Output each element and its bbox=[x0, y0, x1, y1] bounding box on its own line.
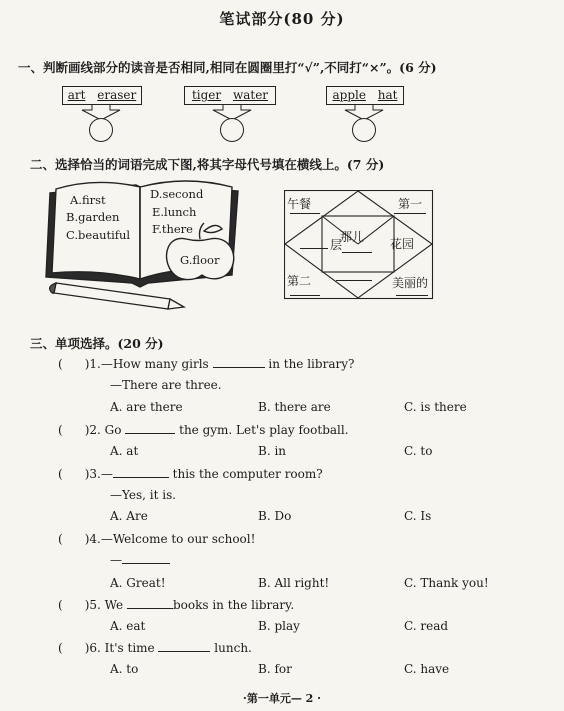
q3-option-b[interactable]: B. Do bbox=[258, 509, 292, 523]
book-word-f: F.there bbox=[152, 222, 193, 236]
grid-blank-5[interactable] bbox=[290, 295, 320, 296]
q5-text-post: books in the library. bbox=[172, 598, 295, 612]
grid-blank-3[interactable] bbox=[300, 248, 328, 249]
question-4 bbox=[58, 532, 255, 546]
grid-mid-left: 层 bbox=[330, 238, 343, 252]
grid-top-left: 午餐 bbox=[287, 197, 312, 211]
q1-option-b[interactable]: B. there are bbox=[258, 400, 331, 414]
grid-blank-4[interactable] bbox=[342, 252, 372, 253]
word-pair-1 bbox=[62, 86, 142, 105]
q4-number: )4. bbox=[84, 532, 101, 546]
q3-line2: —Yes, it is. bbox=[110, 488, 177, 502]
question-3 bbox=[58, 467, 323, 481]
page-footer: ·第一单元— 2 · bbox=[243, 692, 321, 705]
q4-line2 bbox=[110, 553, 170, 567]
q2-option-b[interactable]: B. in bbox=[258, 444, 287, 458]
q6-option-a[interactable]: A. to bbox=[110, 662, 139, 676]
question-2 bbox=[58, 423, 349, 437]
word-2b: water bbox=[232, 88, 269, 102]
word-3a: apple bbox=[332, 88, 366, 102]
q1-blank[interactable] bbox=[213, 357, 265, 368]
q5-blank[interactable] bbox=[127, 598, 173, 609]
section2-heading: 二、选择恰当的词语完成下图,将其字母代号填在横线上。(7 分) bbox=[30, 157, 385, 172]
q4-blank[interactable] bbox=[122, 553, 170, 564]
q6-paren: ( bbox=[58, 641, 63, 655]
q1-text-pre: —How many girls bbox=[100, 357, 209, 371]
book-word-d: D.second bbox=[150, 187, 204, 201]
grid-top-right: 第一 bbox=[398, 197, 423, 211]
word-pair-3 bbox=[326, 86, 404, 105]
q2-option-c[interactable]: C. to bbox=[404, 444, 433, 458]
q1-number: )1. bbox=[84, 357, 101, 371]
q4-option-b[interactable]: B. All right! bbox=[258, 576, 330, 590]
grid-center: 那儿 bbox=[340, 230, 365, 244]
answer-circle-2[interactable] bbox=[220, 118, 244, 142]
word-2a: tiger bbox=[191, 88, 222, 102]
answer-circle-3[interactable] bbox=[352, 118, 376, 142]
word-1a: art bbox=[67, 88, 86, 102]
word-1b: eraser bbox=[97, 88, 137, 102]
grid-bottom-right: 美丽的 bbox=[392, 276, 429, 290]
answer-circle-1[interactable] bbox=[89, 118, 113, 142]
section1-arrows bbox=[0, 0, 564, 150]
q1-paren: ( bbox=[58, 357, 63, 371]
section1-heading: 一、判断画线部分的读音是否相同,相同在圆圈里打“√”,不同打“×”。(6 分) bbox=[18, 60, 437, 75]
question-6 bbox=[58, 641, 252, 655]
q3-paren: ( bbox=[58, 467, 63, 481]
q1-option-a[interactable]: A. are there bbox=[110, 400, 183, 414]
q6-text-pre: It's time bbox=[104, 641, 155, 655]
q3-option-a[interactable]: A. Are bbox=[110, 509, 148, 523]
grid-blank-6[interactable] bbox=[396, 295, 428, 296]
book-word-c: C.beautiful bbox=[66, 228, 131, 242]
grid-blank-7[interactable] bbox=[336, 280, 372, 281]
q2-text-post: the gym. Let's play football. bbox=[179, 423, 349, 437]
q3-text-pre: — bbox=[100, 467, 113, 481]
q2-paren: ( bbox=[58, 423, 63, 437]
grid-mid-right: 花园 bbox=[390, 237, 415, 251]
q2-text-pre: Go bbox=[104, 423, 122, 437]
q6-option-b[interactable]: B. for bbox=[258, 662, 292, 676]
q3-number: )3. bbox=[84, 467, 101, 481]
q6-text-post: lunch. bbox=[214, 641, 252, 655]
q6-option-c[interactable]: C. have bbox=[404, 662, 450, 676]
q4-option-c[interactable]: C. Thank you! bbox=[404, 576, 489, 590]
q5-text-pre: We bbox=[104, 598, 124, 612]
book-word-b: B.garden bbox=[66, 210, 120, 224]
q1-option-c[interactable]: C. is there bbox=[404, 400, 467, 414]
q5-number: )5. bbox=[84, 598, 101, 612]
q5-option-a[interactable]: A. eat bbox=[110, 619, 146, 633]
q2-number: )2. bbox=[84, 423, 101, 437]
q5-option-b[interactable]: B. play bbox=[258, 619, 300, 633]
page-title: 笔试部分(80 分) bbox=[219, 10, 345, 28]
q4-text-pre: —Welcome to our school! bbox=[100, 532, 256, 546]
q6-blank[interactable] bbox=[158, 641, 210, 652]
q2-blank[interactable] bbox=[125, 423, 175, 434]
section3-heading: 三、单项选择。(20 分) bbox=[30, 336, 164, 351]
q1-text-post: in the library? bbox=[268, 357, 355, 371]
q3-option-c[interactable]: C. Is bbox=[404, 509, 432, 523]
q4-paren: ( bbox=[58, 532, 63, 546]
grid-bottom-left: 第二 bbox=[287, 274, 312, 288]
book-word-e: E.lunch bbox=[152, 205, 197, 219]
q4-option-a[interactable]: A. Great! bbox=[110, 576, 166, 590]
question-1 bbox=[58, 357, 354, 371]
question-5 bbox=[58, 598, 294, 612]
q5-paren: ( bbox=[58, 598, 63, 612]
q5-option-c[interactable]: C. read bbox=[404, 619, 449, 633]
q1-line2: —There are three. bbox=[110, 378, 222, 392]
word-pair-2 bbox=[184, 86, 276, 105]
book-word-a: A.first bbox=[70, 193, 106, 207]
word-3b: hat bbox=[377, 88, 398, 102]
book-word-g: G.floor bbox=[180, 253, 220, 267]
q6-number: )6. bbox=[84, 641, 101, 655]
q2-option-a[interactable]: A. at bbox=[110, 444, 139, 458]
grid-blank-1[interactable] bbox=[290, 213, 320, 214]
q3-text-post: this the computer room? bbox=[172, 467, 323, 481]
q3-blank[interactable] bbox=[113, 467, 169, 478]
q4-dash: — bbox=[110, 553, 122, 567]
grid-blank-2[interactable] bbox=[394, 213, 426, 214]
